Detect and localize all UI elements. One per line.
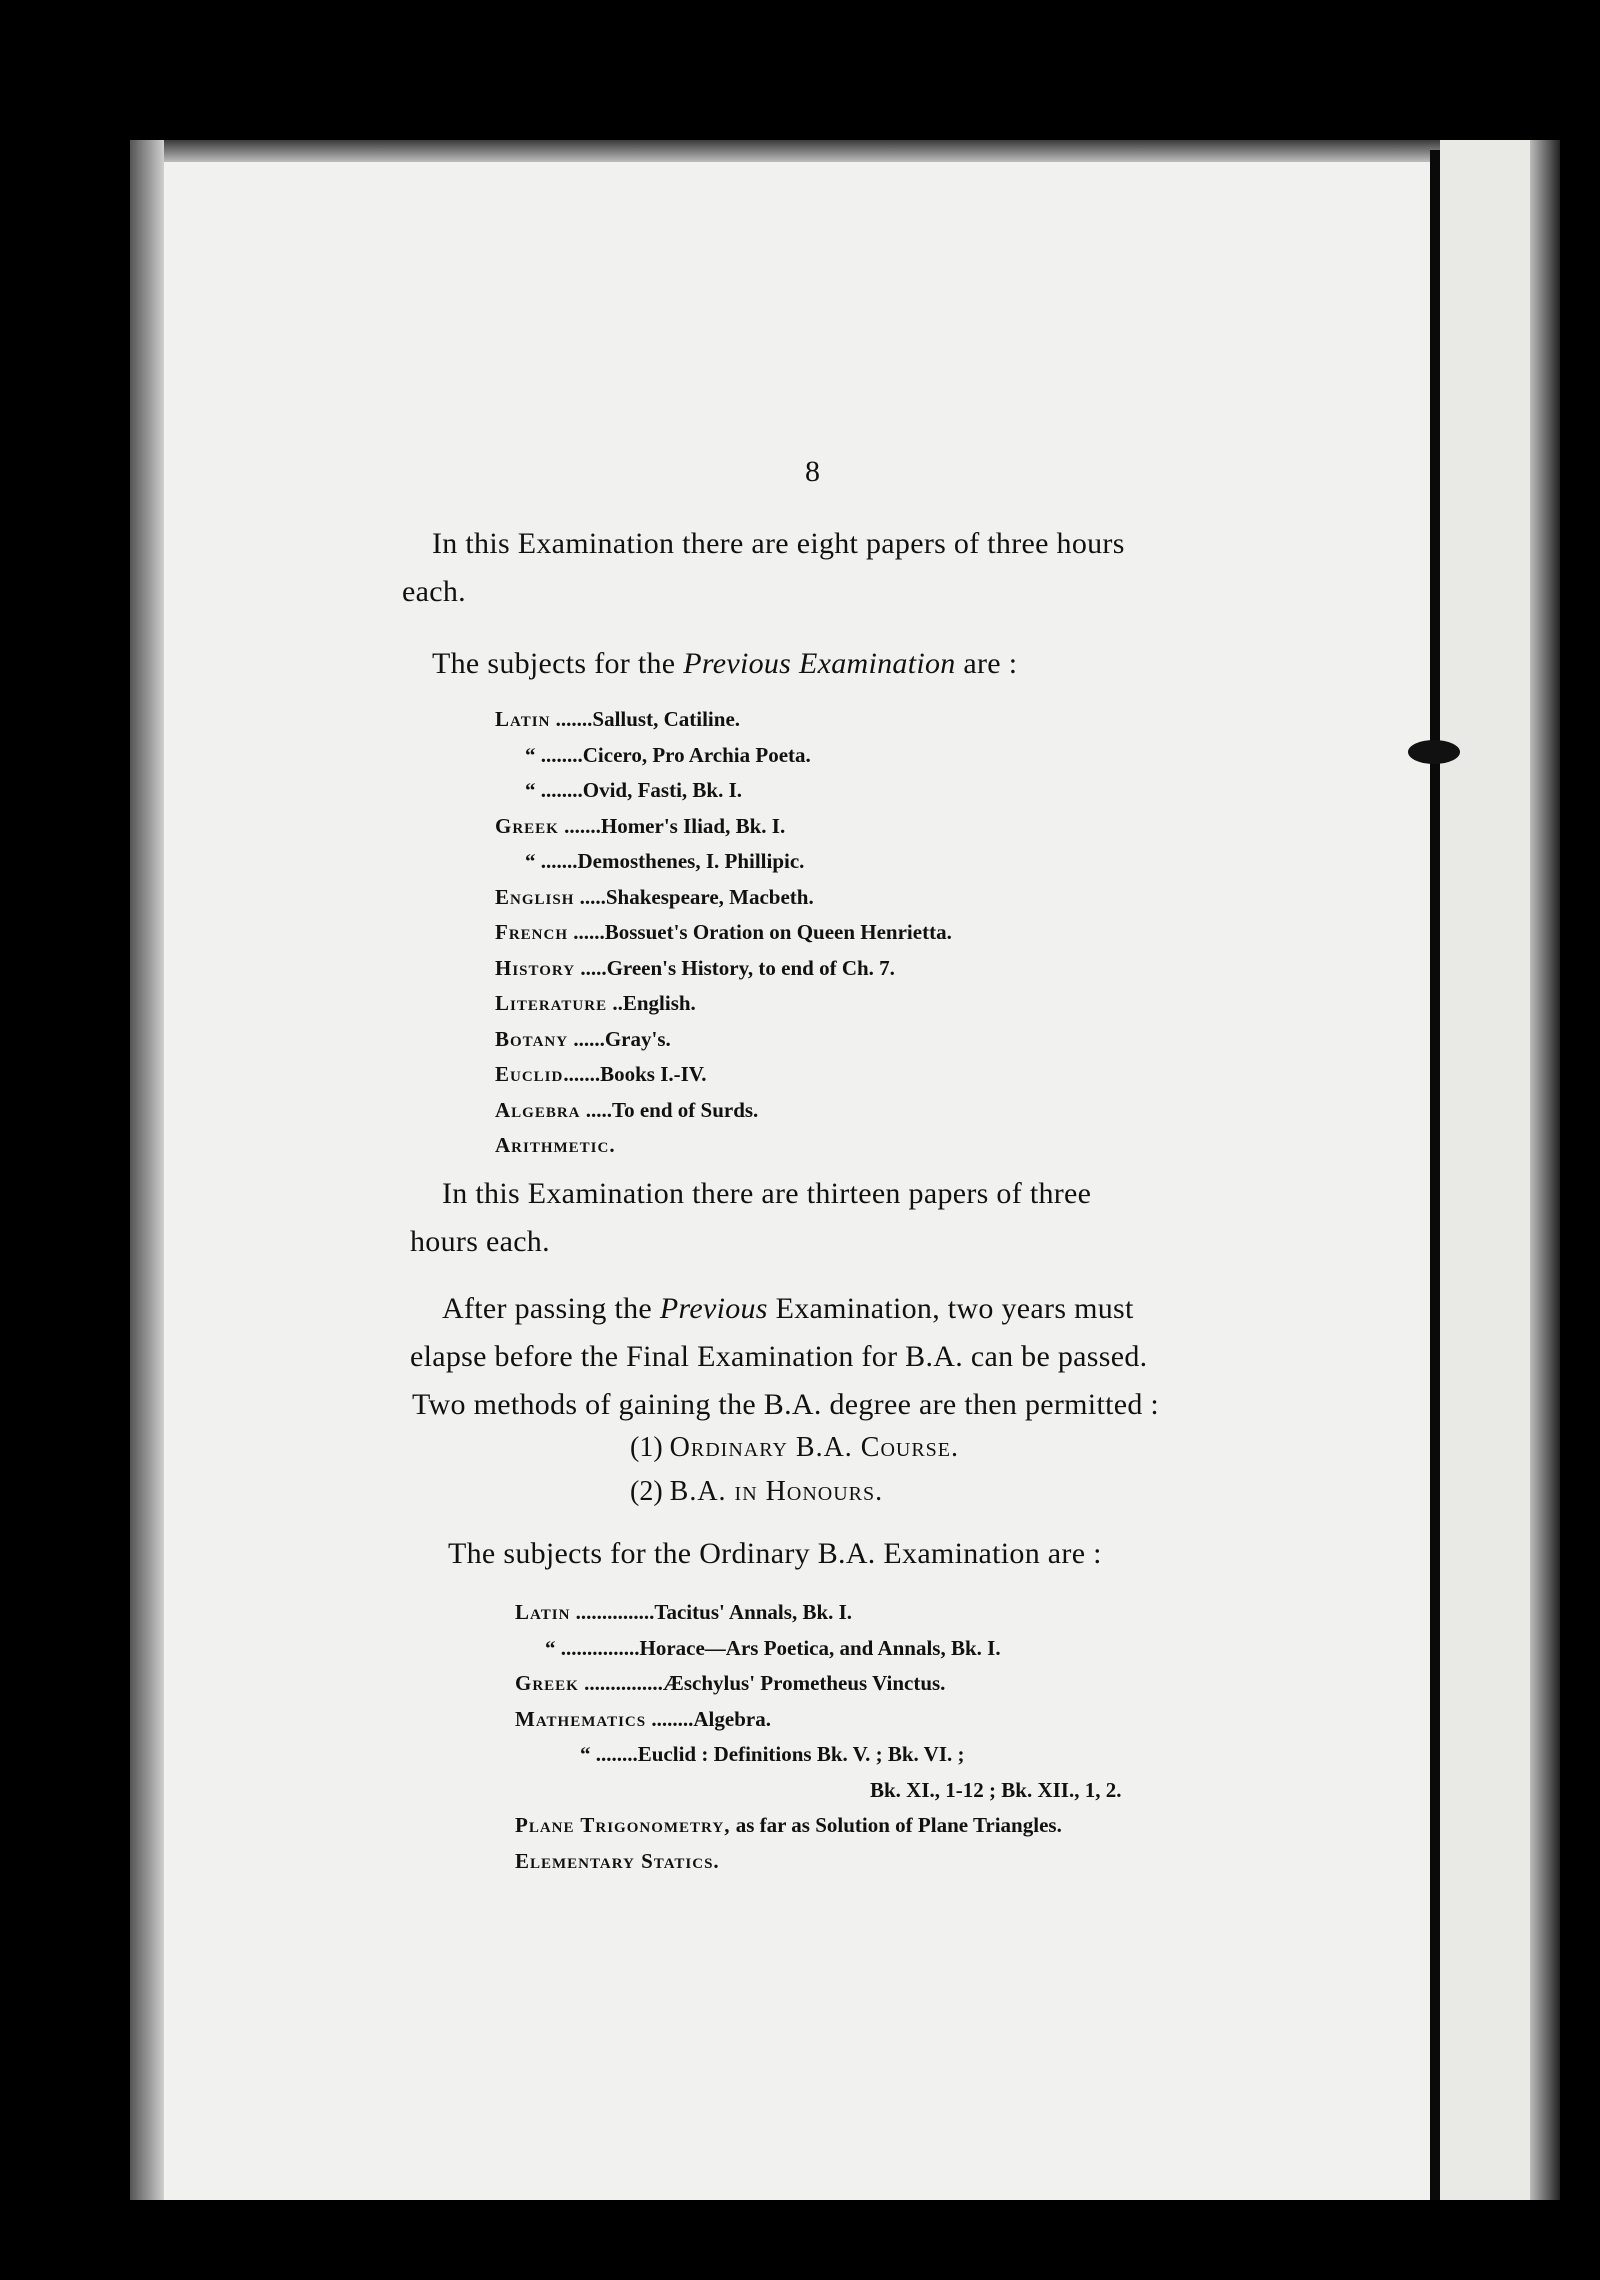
- facing-page-edge: [1440, 140, 1560, 2200]
- list-item: History .....Green's History, to end of Ch. 7.: [495, 955, 895, 980]
- thirteen-line-2: hours each.: [410, 1225, 550, 1258]
- previous-heading: The subjects for the Previous Examination are :: [432, 647, 1018, 680]
- list-item: “ ........Euclid : Definitions Bk. V. ; Bk. VI. ;: [580, 1742, 965, 1766]
- list-item: Elementary Statics.: [515, 1848, 720, 1873]
- list-item: “ ........Ovid, Fasti, Bk. I.: [525, 778, 743, 802]
- list-item: Arithmetic.: [495, 1133, 616, 1157]
- after-line-3: Two methods of gaining the B.A. degree are then permitted :: [412, 1388, 1160, 1421]
- list-item: Latin ...............Tacitus' Annals, Bk. I.: [515, 1600, 853, 1624]
- list-item: Mathematics ........Algebra.: [515, 1706, 771, 1731]
- list-item: Greek ...............Æschylus' Prometheus Vinctus.: [515, 1671, 946, 1695]
- ordinary-heading: The subjects for the Ordinary B.A. Examination are :: [448, 1537, 1102, 1570]
- previous-subjects-list: [495, 702, 952, 1164]
- after-line-2: elapse before the Final Examination for B.A. can be passed.: [410, 1340, 1148, 1373]
- list-item: Euclid.......Books I.-IV.: [495, 1062, 707, 1086]
- intro-line-2: each.: [402, 575, 466, 608]
- ink-blot: [1408, 740, 1460, 764]
- list-item: “ ........Cicero, Pro Archia Poeta.: [525, 742, 811, 767]
- list-item: Algebra .....To end of Surds.: [495, 1097, 759, 1122]
- page-number: 8: [805, 455, 820, 488]
- list-item: Literature ..English.: [495, 991, 696, 1015]
- after-line-1: After passing the Previous Examination, two years must: [442, 1292, 1134, 1325]
- list-item: French ......Bossuet's Oration on Queen Henrietta.: [495, 920, 952, 944]
- list-item: “ ...............Horace—Ars Poetica, and Annals, Bk. I.: [545, 1635, 1001, 1660]
- method-1: (1) Ordinary B.A. Course.: [630, 1432, 960, 1463]
- list-item: Botany ......Gray's.: [495, 1026, 671, 1051]
- method-2: (2) B.A. in Honours.: [630, 1476, 884, 1507]
- list-item: Greek .......Homer's Iliad, Bk. I.: [495, 813, 786, 838]
- list-item: English .....Shakespeare, Macbeth.: [495, 884, 814, 909]
- thirteen-line-1: In this Examination there are thirteen papers of three: [442, 1177, 1092, 1210]
- list-item: Bk. XI., 1-12 ; Bk. XII., 1, 2.: [870, 1777, 1122, 1802]
- ordinary-subjects-list: [515, 1595, 1121, 1879]
- page-gutter: [1430, 150, 1440, 2200]
- list-item: Latin .......Sallust, Catiline.: [495, 707, 741, 731]
- list-item: “ .......Demosthenes, I. Phillipic.: [525, 849, 805, 873]
- list-item: Plane Trigonometry, as far as Solution of Plane Triangles.: [515, 1813, 1062, 1837]
- intro-line-1: In this Examination there are eight papers of three hours: [432, 527, 1125, 560]
